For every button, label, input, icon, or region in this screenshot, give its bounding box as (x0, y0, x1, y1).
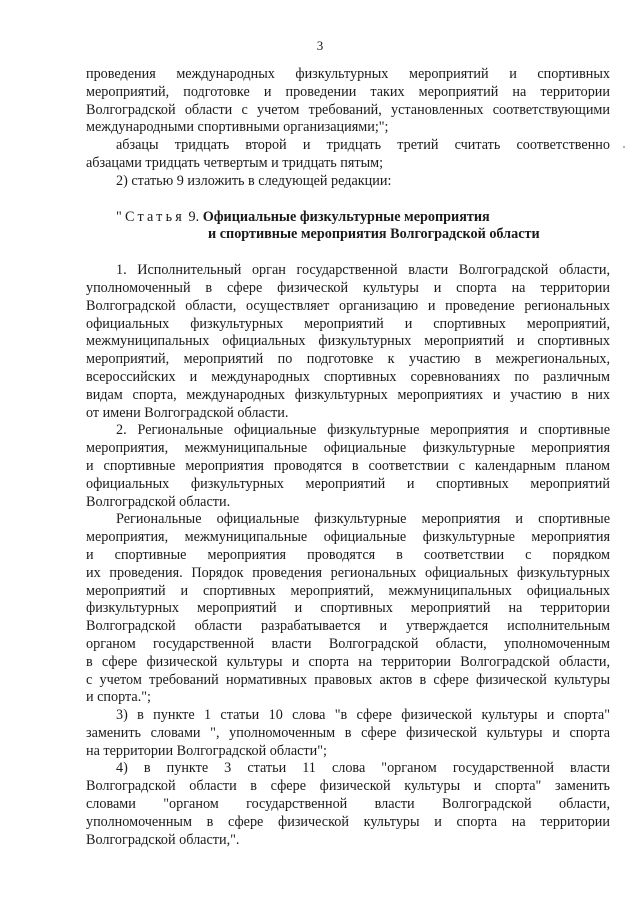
text-line: Волгоградской области, осуществляет организацию и проведение региональных (86, 297, 610, 314)
text-line: в сфере физической культуры и спорта на территории Волгоградской области, (86, 653, 610, 670)
text-line: мероприятия, межмуниципальные официальные физкультурные мероприятия (86, 529, 610, 546)
text-line: с учетом требований нормативных правовых актов в сфере физической культуры (86, 671, 610, 688)
text-line: уполномоченный в сфере физической культуры и спорта на территории (86, 279, 610, 296)
text-line: 4) в пункте 3 статьи 11 слова "органом государственной власти (116, 760, 610, 777)
text-line: Волгоградской области с учетом требований, установленных соответствующими (86, 101, 610, 118)
text-line: мероприятий, подготовке и проведении таких мероприятий на территории (86, 83, 610, 100)
text-line: и спортивные мероприятия проводятся в соответствии с порядком (86, 546, 610, 563)
article-number: 9. (184, 208, 200, 225)
text-line: абзацами тридцать четвертым и тридцать пятым; (86, 154, 384, 171)
text-line: мероприятий, мероприятий по подготовке к участию в межрегиональных, (86, 351, 610, 368)
text-line: органом государственной власти Волгоградской области, уполномоченным (86, 635, 610, 652)
text-line: 1. Исполнительный орган государственной власти Волгоградской области, (116, 262, 610, 279)
text-line: и спорта."; (86, 689, 151, 706)
text-line: мероприятий и спортивных мероприятий, межмуниципальных официальных (86, 582, 610, 599)
text-line: проведения международных физкультурных мероприятий и спортивных (86, 66, 610, 82)
text-line: официальных физкультурных мероприятий и спортивных мероприятий, (86, 315, 610, 332)
text-line: словами "органом государственной власти Волгоградской области, (86, 796, 610, 813)
text-line: заменить словами ", уполномоченным в сфере физической культуры и спорта (86, 724, 610, 741)
text-line: Региональные официальные физкультурные мероприятия и спортивные (116, 511, 610, 528)
article-title: Официальные физкультурные мероприятия (199, 208, 490, 225)
text-line: 2. Региональные официальные физкультурные мероприятия и спортивные (116, 422, 610, 439)
text-line: видам спорта, международных физкультурных мероприятиях и участию в них (86, 386, 610, 403)
text-line: и спортивные мероприятия проводятся в соответствии с календарным планом (86, 457, 610, 474)
text-line: межмуниципальных официальных физкультурных мероприятий и спортивных (86, 333, 610, 350)
text-line: абзацы тридцать второй и тридцать третий считать соответственно (116, 137, 610, 154)
text-line: физкультурных мероприятий и спортивных мероприятий на территории (86, 600, 610, 617)
text-line: 3) в пункте 1 статьи 10 слова "в сфере физической культуры и спорта" (116, 707, 610, 724)
text-line: на территории Волгоградской области"; (86, 742, 327, 759)
article-title-continued: и спортивные мероприятия Волгоградской области (208, 226, 540, 243)
page-number: 3 (316, 38, 324, 53)
text-line: их проведения. Порядок проведения региональных официальных физкультурных (86, 564, 610, 581)
text-line: официальных физкультурных мероприятий и спортивных мероприятий (86, 475, 610, 492)
text-line: Волгоградской области разрабатывается и утверждается исполнительным (86, 618, 610, 635)
text-line: мероприятия, межмуниципальные официальные физкультурные мероприятия (86, 440, 610, 457)
text-line: уполномоченным в сфере физической культуры и спорта на территории (86, 813, 610, 830)
text-line: международными спортивными организациями;"; (86, 119, 389, 136)
article-heading (86, 209, 610, 227)
text-line: 2) статью 9 изложить в следующей редакции: (116, 172, 392, 189)
text-line: Волгоградской области,". (86, 831, 240, 848)
text-line: Волгоградской области в сфере физической культуры и спорта" заменить (86, 778, 610, 795)
document-body (86, 66, 610, 849)
article-label: "Статья (116, 208, 185, 225)
scan-dot (623, 146, 625, 148)
text-line: Волгоградской области. (86, 493, 231, 510)
text-line: от имени Волгоградской области. (86, 404, 289, 421)
text-line: всероссийских и международных спортивных соревнованиях по различным (86, 368, 610, 385)
